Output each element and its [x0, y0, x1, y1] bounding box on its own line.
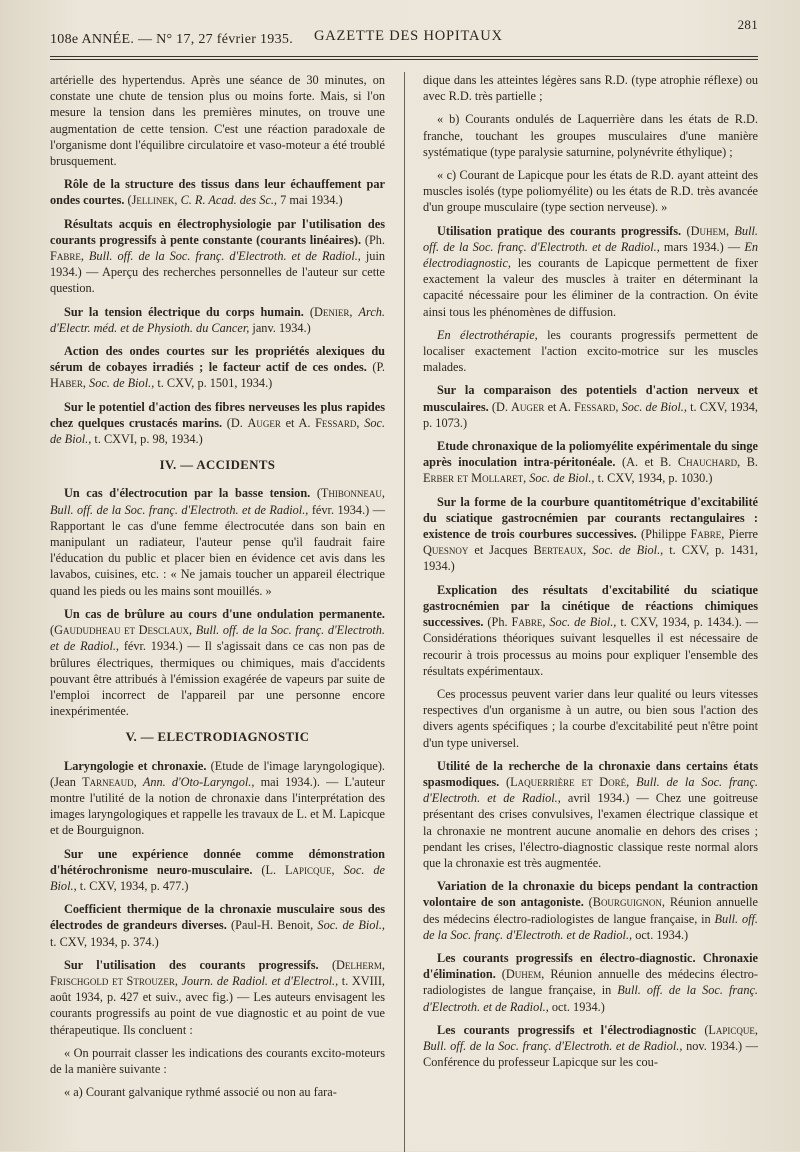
entry-title: Laryngologie et chronaxie.	[64, 758, 207, 773]
entry-title: Résultats acquis en électrophysiologie par l'utilisation des courants progressifs à pente constante (courants linéaires).	[50, 216, 385, 247]
entry-title: Sur l'utilisation des courants progressifs.	[64, 957, 319, 972]
entry-title: Un cas d'électrocution par la basse tension.	[64, 486, 311, 501]
entry-ref: févr. 1934.) — Rapportant le cas d'une femme électrocutée dans son bain en manipulant un radiateur, l'auteur pense qu'il faudrait faire l'éducation du public et placer bien en évidence cet avis dans les lavabos, cuisines, etc. : « Ne jamais toucher un appareil électrique quand les pieds ou les mains sont mouillés. »	[50, 502, 385, 598]
entry-title: Coefficient thermique de la chronaxie musculaire sous des électrodes de grandeurs diverses.	[50, 902, 385, 933]
entry-source: Ann. d'Oto-Laryngol.,	[142, 774, 255, 789]
entry-source: Arch. d'Electr. méd. et de Physioth. du Cancer,	[50, 304, 386, 335]
entry-ref: févr. 1934.) — Il s'agissait dans ce cas non pas de brûlures électriques, thermiques ou chimiques, mais d'accidents pouvant être attribués à l'émission exagérée de vapeurs par suite de l'emploi incorrect de l'appareil par une personne encore inexpérimentée.	[50, 639, 385, 719]
entry-author: (Gaududheau et Desclaux,	[50, 623, 193, 638]
entry-source: Soc. de Biol.,	[529, 471, 595, 486]
entry-ref: juin 1934.) — Aperçu des recherches personnelles de l'auteur sur cette question.	[50, 249, 386, 296]
entry-text: (D.	[226, 415, 243, 430]
entry-text: Pierre	[728, 527, 759, 542]
entry-text: (Philippe	[641, 527, 687, 542]
article-columns	[50, 72, 758, 1152]
journal-title: GAZETTE DES HOPITAUX	[314, 28, 503, 44]
entry-source: Soc. de Biol.,	[50, 862, 385, 893]
entry-emphasis: En électrodiagnostic,	[423, 239, 758, 271]
entry-text: les courants progressifs permettent de localiser exactement l'action excito-motrice sur les muscles malades.	[423, 327, 759, 375]
entry-author: Auger	[247, 415, 281, 430]
entry-text: et A.	[547, 399, 571, 414]
abstract-entry	[423, 223, 758, 320]
header-rule-thin	[50, 59, 758, 60]
entry-title: Sur une expérience donnée comme démonstration d'hétérochronisme neuro-musculaire.	[50, 846, 385, 877]
entry-ref: t. XVIII, août 1934, p. 427 et suiv., avec fig.) — Les auteurs envisagent les courants progressifs au point de vue diagnostic et au point de vue thérapeutique. Ils concluent :	[50, 973, 385, 1037]
entry-source: Bull. off. de la Soc. franç. d'Electroth. et de Radiol.,	[423, 1038, 683, 1053]
entry-text: (Ph.	[487, 615, 508, 630]
abstract-entry	[423, 582, 758, 679]
abstract-entry	[50, 304, 385, 336]
entry-title: Etude chronaxique de la poliomyélite expérimentale du singe après inoculation intra-péritonéale.	[423, 439, 758, 470]
entry-ref: mai 1934.). — L'auteur montre l'utilité de la notion de chronaxie dans l'interprétation des images laryngologiques et rappelle les travaux de L. et M. Lapicque et de Bourguignon.	[50, 774, 385, 838]
entry-author: Fabre,	[50, 249, 84, 264]
entry-ref: oct. 1934.)	[551, 999, 605, 1014]
paragraph: Ces processus peuvent varier dans leur qualité ou leurs vitesses respectives d'un organisme à un autre, ou bien sous l'action des divers agents spécifiques ; la courbe d'excitabilité peut n'être point d'un type universel.	[423, 686, 758, 750]
abstract-entry	[423, 878, 758, 943]
entry-source: Soc. de Biol.,	[549, 615, 617, 630]
entry-ref: nov. 1934.) — Conférence du professeur Lapicque sur les cou-	[423, 1038, 759, 1070]
section-heading-electrodiagnostic: V. — ELECTRODIAGNOSTIC	[125, 730, 310, 745]
abstract-entry	[423, 382, 758, 431]
entry-source: Bull. off. de la Soc. franç. d'Electroth. et de Radiol.,	[50, 502, 309, 517]
entry-source: Soc. de Biol.,	[317, 918, 385, 933]
entry-source: Bull. off. de la Soc. franç. d'Electroth. et de Radiol.,	[423, 911, 758, 942]
entry-text: (A. et B.	[622, 455, 672, 470]
entry-text: et A.	[285, 415, 311, 430]
entry-ref: t. CXV, 1934, p. 1073.)	[423, 399, 758, 430]
abstract-entry	[50, 485, 385, 598]
abstract-entry	[50, 343, 385, 392]
entry-source: Soc. de Biol.,	[50, 415, 386, 447]
entry-ref: t. CXVI, p. 98, 1934.)	[94, 432, 203, 447]
entry-title: Action des ondes courtes sur les propriétés alexiques du sérum de cobayes irradiés ; le facteur actif de ces ondes.	[50, 344, 385, 375]
abstract-entry	[423, 758, 758, 871]
entry-author: (Thibonneau,	[316, 486, 385, 501]
paragraph: dique dans les atteintes légères sans R.D. (type atrophie réflexe) ou avec R.D. très partielle ;	[423, 73, 758, 104]
entry-author: Quesnoy	[423, 543, 469, 558]
quote-paragraph: « a) Courant galvanique rythmé associé ou non au fara-	[64, 1085, 337, 1100]
entry-author: Tarneaud,	[82, 774, 137, 789]
entry-source: Soc. de Biol.,	[592, 543, 664, 558]
entry-text: (L.	[261, 862, 277, 877]
quote-paragraph: « b) Courants ondulés de Laquerrière dans les états de R.D. franche, touchant les groupes musculaires d'une manière systématique (type paralysie saturnine, polynévrite éthylique) ;	[423, 112, 758, 159]
entry-source: Bull. de la Soc. franç. d'Electroth. et de Radiol.,	[423, 774, 758, 806]
left-column	[50, 72, 385, 1152]
entry-author: (Duhem,	[686, 223, 730, 238]
entry-title: Utilisation pratique des courants progressifs.	[437, 223, 682, 238]
entry-source: Bull. off. de la Soc. franç. d'Electroth. et de Radiol.,	[423, 983, 758, 1014]
entry-author: Fessard,	[315, 415, 360, 430]
entry-ref: 7 mai 1934.)	[280, 193, 343, 208]
entry-source: C. R. Acad. des Sc.,	[180, 193, 278, 208]
entry-title: Utilité de la recherche de la chronaxie dans certains états spasmodiques.	[423, 758, 758, 789]
entry-author: (Bourguignon,	[588, 895, 666, 910]
page-number: 281	[737, 17, 758, 32]
entry-source: Journ. de Radiol. et d'Electrol.,	[181, 973, 339, 988]
abstract-entry	[50, 399, 385, 448]
paragraph	[423, 327, 758, 376]
quote-paragraph: « c) Courant de Lapicque pour les états de R.D. ayant atteint des muscles isolés (type poliomyélite) ou les états de R.D. très avancée d'un groupe musculaire (type section nerveuse). »	[423, 168, 758, 215]
abstract-entry	[50, 758, 385, 839]
entry-ref: t. CXV, 1934, p. 1434.). — Considérations théoriques suivant lesquelles il est nécessaire de recourir à trois processus au moins pour expliquer l'ensemble des résultats expérimentaux.	[423, 615, 759, 678]
abstract-entry	[50, 846, 385, 895]
column-divider	[404, 72, 405, 1152]
entry-title: Sur le potentiel d'action des fibres nerveuses les plus rapides chez quelques crustacés marins.	[50, 399, 385, 430]
entry-author: (Delherm, Frischgold et Strouzer,	[50, 957, 385, 988]
entry-source: Bull. off. de la Soc. franç. d'Electroth. et de Radiol.,	[423, 223, 758, 254]
right-column	[423, 72, 758, 1152]
entry-title: Explication des résultats d'excitabilité du sciatique gastrocnémien par la cinétique de réactions chimiques successives.	[423, 582, 758, 630]
paragraph: artérielle des hypertendus. Après une séance de 30 minutes, on constate une chute de tension plus ou moins forte. Mais, si l'on mesure la tension dans les premières minutes, on trouve une augmentation de cette tension. C'est une réaction paradoxale de l'organisme dont l'équilibre circulatoire et vaso-moteur a été troublé brusquement.	[50, 73, 385, 169]
entry-ref: t. CXV, p. 1501, 1934.)	[157, 376, 273, 391]
entry-title: Les courants progressifs en électro-diagnostic. Chronaxie d'élimination.	[423, 950, 758, 982]
entry-ref: janv. 1934.)	[252, 320, 311, 335]
entry-text: Réunion annuelle des médecins électro-radiologistes de langue française, in	[423, 967, 759, 998]
entry-title: Variation de la chronaxie du biceps pendant la contraction volontaire de son antagoniste.	[423, 879, 758, 910]
entry-author: (Denier,	[309, 304, 353, 319]
entry-text: (Etude de l'image laryngologique). (Jean	[50, 758, 385, 789]
entry-title: Sur la comparaison des potentiels d'action nerveux et musculaires.	[423, 383, 758, 414]
abstract-entry	[50, 901, 385, 950]
entry-author: Chauchard, B. Erber et Mollaret,	[423, 455, 759, 486]
entry-source: Bull. off. de la Soc. franç. d'Electroth. et de Radiol.,	[88, 249, 361, 264]
entry-ref: mars 1934.) —	[663, 239, 741, 254]
entry-ref: oct. 1934.)	[635, 927, 689, 942]
abstract-entry	[50, 216, 385, 297]
header-rule	[50, 56, 758, 57]
entry-text: (D.	[491, 399, 508, 414]
abstract-entry	[423, 1022, 758, 1071]
entry-author: (Jellinek,	[127, 193, 178, 208]
entry-source: Bull. off. de la Soc. franç. d'Electroth. et de Radiol.,	[50, 623, 385, 654]
abstract-entry	[50, 957, 385, 1038]
quote-paragraph: « On pourrait classer les indications des courants excito-moteurs de la manière suivante :	[50, 1045, 385, 1076]
abstract-entry	[423, 950, 758, 1015]
entry-author: Berteaux,	[533, 543, 587, 558]
entry-title: Les courants progressifs et l'électrodiagnostic	[437, 1022, 697, 1037]
abstract-entry	[50, 176, 385, 208]
entry-author: Auger	[511, 399, 545, 414]
entry-title: Sur la tension électrique du corps humain.	[64, 304, 304, 319]
entry-author: (Laquerrière et Doré,	[506, 774, 630, 789]
entry-source: Soc. de Biol.,	[89, 376, 155, 391]
entry-text: (Ph.	[364, 232, 386, 247]
entry-ref: t. CXV, 1934, p. 477.)	[79, 878, 189, 893]
entry-author: (Lapicque,	[704, 1022, 758, 1037]
entry-ref: t. CXV, 1934, p. 1030.)	[597, 471, 713, 486]
entry-text: les courants de Lapicque permettent de fixer exactement la valeur des muscles à traiter en déterminant la capacité nécessaire pour les éliminer de la contraction. On évite ainsi tous les phénomènes de diffusion.	[423, 256, 758, 319]
entry-ref: avril 1934.) — Chez une goitreuse présentant des crises convulsives, l'examen électrique classique et la chronaxie ne montrent aucune anomalie en dehors des crises ; pendant les crises, l'électro-diagnostic classique reste normal alors que la chronaxie est très augmentée.	[423, 791, 759, 870]
entry-author: (Paul-H. Benoit,	[231, 918, 314, 933]
section-heading-accidents: IV. — ACCIDENTS	[159, 458, 276, 473]
entry-author: (Duhem,	[501, 967, 545, 982]
abstract-entry	[423, 494, 758, 575]
entry-author: Fessard,	[574, 399, 619, 414]
entry-ref: t. CXV, p. 1431, 1934.)	[423, 543, 758, 574]
entry-author: Haber,	[50, 376, 86, 391]
entry-text: et Jacques	[474, 543, 528, 558]
entry-author: Fabre,	[511, 615, 546, 630]
entry-emphasis: En électrothérapie,	[437, 327, 538, 342]
entry-title: Un cas de brûlure au cours d'une ondulation permanente.	[64, 606, 385, 621]
entry-title: Rôle de la structure des tissus dans leur échauffement par ondes courtes.	[50, 177, 385, 208]
entry-author: Lapicque,	[285, 862, 335, 877]
entry-text: Réunion annuelle des médecins électro-radiologistes de langue française, in	[423, 895, 758, 926]
page-header	[50, 12, 758, 50]
abstract-entry	[50, 606, 385, 719]
entry-text: (P.	[372, 360, 385, 375]
entry-source: Soc. de Biol.,	[621, 399, 687, 414]
entry-author: Fabre,	[690, 527, 725, 542]
issue-info: 108e ANNÉE. — N° 17, 27 février 1935.	[50, 32, 293, 47]
abstract-entry	[423, 438, 758, 487]
entry-ref: t. CXV, 1934, p. 374.)	[50, 934, 159, 949]
entry-title: Sur la forme de la courbure quantitométrique d'excitabilité du sciatique gastrocnémien par courants rectangulaires : existence de trois courbures successives.	[423, 494, 758, 542]
